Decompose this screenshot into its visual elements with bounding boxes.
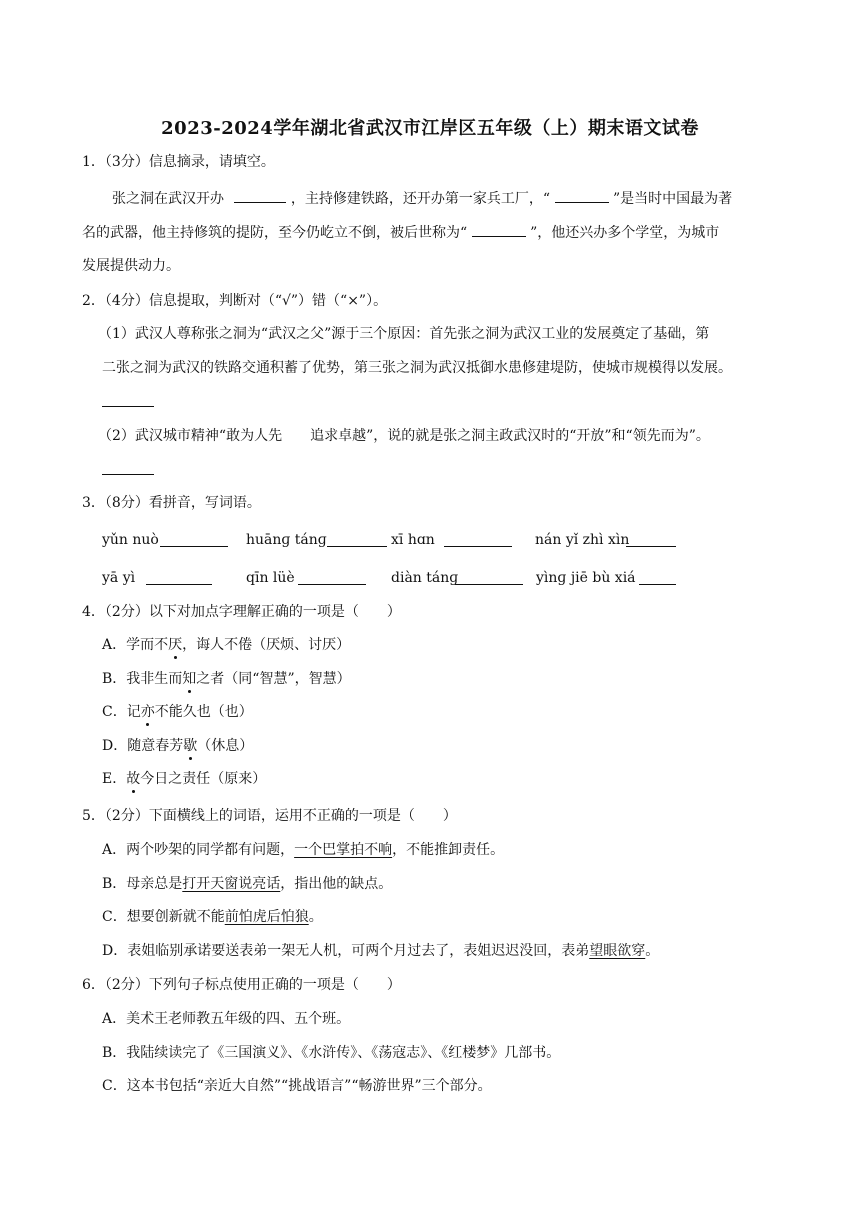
option-text: 之者（同“智慧”，智慧） [196,671,351,687]
q1-line-1 [112,188,732,209]
option-text: 今日之责任（原来） [140,771,267,787]
answer-blank[interactable] [298,570,366,585]
q4-heading: 4．（2分）以下对加点字理解正确的一项是（ ） [82,604,401,620]
underlined-phrase: 前怕虎后怕狼 [224,909,309,925]
option-text: C．想要创新就不能 [102,909,225,925]
q4-option-e[interactable] [102,769,266,789]
answer-blank[interactable] [444,532,512,547]
q2-statement-1a: （1）武汉人尊称张之洞为“武汉之父”源于三个原因：首先张之洞为武汉工业的发展奠定了基础，第 [98,326,710,342]
pinyin: diàn tánɡ [391,570,459,586]
pinyin: xī hɑn [391,532,435,548]
pinyin: yǔn nuò [102,532,159,548]
page-title: 2023-2024学年湖北省武汉市江岸区五年级（上）期末语文试卷 [161,118,699,139]
option-text: ，不能推卸责任。 [392,842,505,858]
dotted-char: 故 [126,771,141,787]
q1-line-3: 发展提供动力。 [82,258,180,274]
answer-blank[interactable] [146,570,212,585]
option-text: A．两个吵架的同学都有问题， [102,842,295,858]
q2-statement-2: （2）武汉城市精神“敢为人先 追求卓越”，说的就是张之洞主政武汉时的“开放”和“领先而为”。 [98,428,710,444]
underlined-phrase: 打开天窗说亮话 [182,876,281,892]
answer-blank[interactable] [626,532,676,547]
q5-option-c[interactable] [102,907,323,927]
option-text: E． [102,771,127,787]
answer-blank[interactable] [555,188,609,203]
option-text: C．记 [102,704,141,720]
answer-blank[interactable] [455,570,523,585]
option-text: （休息） [197,738,254,754]
dotted-char: 厌 [168,637,183,653]
q4-option-a[interactable] [102,635,350,655]
pinyin: qīn lüè [246,570,295,586]
answer-blank[interactable] [102,392,154,407]
option-text: D．随意春芳 [102,738,184,754]
option-text: 不能久也（也） [154,704,253,720]
q1-line-2 [82,222,719,243]
answer-blank[interactable] [639,570,676,585]
q5-option-a[interactable] [102,840,504,860]
option-text: ，诲人不倦（厌烦、讨厌） [182,637,351,653]
option-text: 。 [645,943,660,959]
option-text: A．学而不 [102,637,169,653]
option-text: 。 [308,909,323,925]
answer-blank[interactable] [234,188,286,203]
q6-option-a[interactable]: A．美术王老师教五年级的四、五个班。 [102,1011,351,1027]
q1-heading: 1．（3分）信息摘录，请填空。 [82,154,275,170]
pinyin: yā yì [102,570,136,586]
q1-text: ”，他还兴办多个学堂，为城市 [530,225,720,241]
q3-heading: 3．（8分）看拼音，写词语。 [82,495,261,511]
answer-blank[interactable] [160,532,228,547]
q6-option-b[interactable]: B．我陆续读完了《三国演义》、《水浒传》、《荡寇志》、《红楼梦》几部书。 [102,1045,561,1061]
pinyin: huānɡ tánɡ [246,532,327,548]
dotted-char: 歇 [183,738,198,754]
pinyin: nán yǐ zhì xìn [535,532,630,548]
q4-option-b[interactable] [102,669,351,689]
pinyin: yìnɡ jiē bù xiá [536,570,636,586]
q1-text: 张之洞在武汉开办 [112,191,224,207]
answer-blank[interactable] [327,532,387,547]
q1-text: ”是当时中国最为著 [612,191,733,207]
option-text: B．我非生而 [102,671,183,687]
option-text: B．母亲总是 [102,876,183,892]
q5-option-d[interactable] [102,941,659,961]
dotted-char: 亦 [140,704,155,720]
q2-statement-1b: 二张之洞为武汉的铁路交通积蓄了优势，第三张之洞为武汉抵御水患修建堤防，使城市规模得以发展。 [102,360,732,376]
answer-blank[interactable] [102,460,154,475]
q2-heading: 2．（4分）信息提取，判断对（“√”）错（“×”）。 [82,293,388,309]
q6-option-c[interactable]: C．这本书包括“亲近大自然”“挑战语言”“畅游世界”三个部分。 [102,1078,492,1094]
option-text: D．表姐临别承诺要送表弟一架无人机，可两个月过去了，表姐迟迟没回，表弟 [102,943,590,959]
q1-text: 名的武器，他主持修筑的提防，至今仍屹立不倒，被后世称为“ [82,225,468,241]
q4-option-d[interactable] [102,736,253,756]
answer-blank[interactable] [472,222,526,237]
q4-option-c[interactable] [102,702,253,722]
underlined-phrase: 望眼欲穿 [589,943,646,959]
dotted-char: 知 [182,671,197,687]
option-text: ，指出他的缺点。 [280,876,393,892]
underlined-phrase: 一个巴掌拍不响 [294,842,393,858]
q5-heading: 5．（2分）下面横线上的词语，运用不正确的一项是（ ） [82,808,457,824]
q5-option-b[interactable] [102,874,392,894]
q1-text: ，主持修建铁路，还开办第一家兵工厂，“ [290,191,551,207]
q6-heading: 6．（2分）下列句子标点使用正确的一项是（ ） [82,977,401,993]
